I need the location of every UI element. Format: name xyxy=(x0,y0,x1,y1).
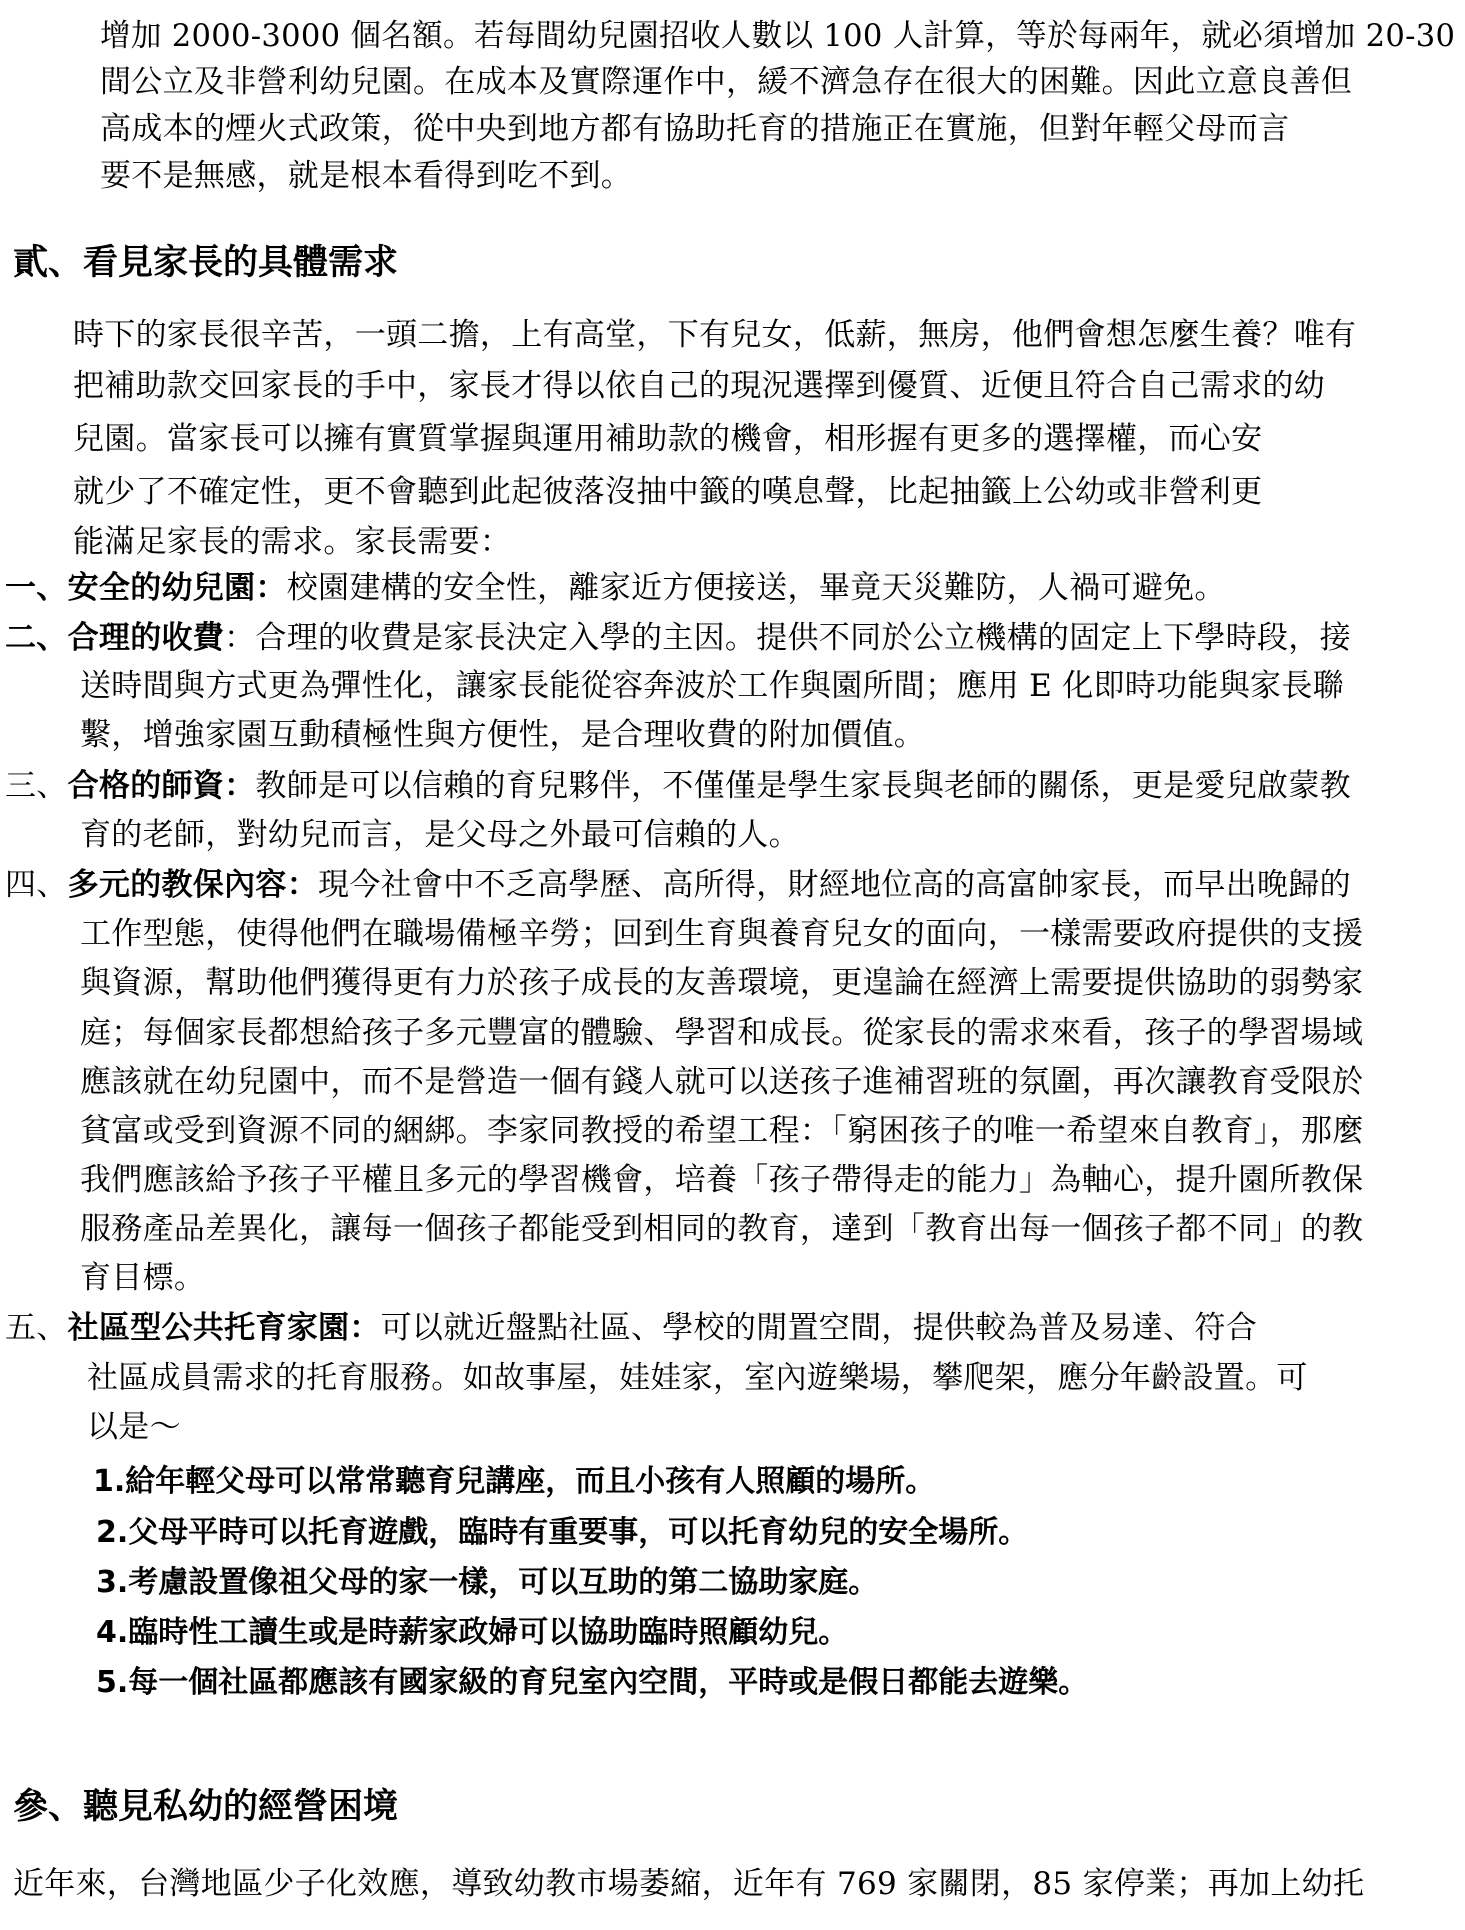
item-text-line: 送時間與方式更為彈性化，讓家長能從容奔波於工作與園所間；應用 E 化即時功能與家長聯 xyxy=(80,668,1344,704)
item-text: 可以就近盤點社區、學校的閒置空間，提供較為普及易達、符合 xyxy=(380,1310,1258,1346)
item-number: 五、 xyxy=(5,1310,68,1346)
section-heading: 參、聽見私幼的經營困境 xyxy=(13,1787,399,1827)
item-number: 一、 xyxy=(5,570,68,606)
item-text: 校園建構的安全性，離家近方便接送，畢竟天災難防，人禍可避免。 xyxy=(286,570,1226,606)
paragraph-line: 把補助款交回家長的手中，家長才得以依自己的現況選擇到優質、近便且符合自己需求的幼 xyxy=(73,368,1325,404)
paragraph-line: 就少了不確定性，更不會聽到此起彼落沒抽中籤的嘆息聲，比起抽籤上公幼或非營利更 xyxy=(73,474,1263,510)
item-text-line: 社區成員需求的托育服務。如故事屋，娃娃家，室內遊樂場，攀爬架，應分年齡設置。可 xyxy=(87,1360,1308,1396)
item-title: 多元的教保內容： xyxy=(67,867,319,903)
sub-list-item: 4.臨時性工讀生或是時薪家政婦可以協助臨時照顧幼兒。 xyxy=(96,1615,849,1650)
list-item xyxy=(5,863,1351,907)
item-text-line: 庭；每個家長都想給孩子多元豐富的體驗、學習和成長。從家長的需求來看，孩子的學習場域 xyxy=(80,1015,1364,1051)
item-number: 三、 xyxy=(5,768,68,804)
item-number: 二、 xyxy=(5,620,68,656)
list-item xyxy=(5,616,1351,660)
item-text: 現今社會中不乏高學歷、高所得，財經地位高的高富帥家長，而早出晚歸的 xyxy=(318,867,1351,903)
paragraph-line: 能滿足家長的需求。家長需要： xyxy=(73,524,512,560)
item-text: ：合理的收費是家長決定入學的主因。提供不同於公立機構的固定上下學時段，接 xyxy=(224,620,1351,656)
paragraph-line: 時下的家長很辛苦，一頭二擔，上有高堂，下有兒女，低薪，無房，他們會想怎麼生養？唯有 xyxy=(73,317,1357,353)
item-text-line: 貧富或受到資源不同的綑綁。李家同教授的希望工程：「窮困孩子的唯一希望來自教育」，那麼 xyxy=(80,1113,1364,1149)
sub-list-item: 1.給年輕父母可以常常聽育兒講座，而且小孩有人照顧的場所。 xyxy=(93,1464,936,1499)
paragraph-line: 兒園。當家長可以擁有實質掌握與運用補助款的機會，相形握有更多的選擇權，而心安 xyxy=(73,421,1263,457)
item-text-line: 服務產品差異化，讓每一個孩子都能受到相同的教育，達到「教育出每一個孩子都不同」的教 xyxy=(80,1211,1364,1247)
item-text-line: 應該就在幼兒園中，而不是營造一個有錢人就可以送孩子進補習班的氛圍，再次讓教育受限於 xyxy=(80,1064,1364,1100)
item-text-line: 育目標。 xyxy=(80,1260,206,1296)
item-text-line: 工作型態，使得他們在職場備極辛勞；回到生育與養育兒女的面向，一樣需要政府提供的支援 xyxy=(80,916,1364,952)
item-text-line: 育的老師，對幼兒而言，是父母之外最可信賴的人。 xyxy=(80,817,800,853)
section-heading: 貳、看見家長的具體需求 xyxy=(13,243,399,283)
list-item xyxy=(5,566,1226,610)
sub-list-item: 2.父母平時可以托育遊戲，臨時有重要事，可以托育幼兒的安全場所。 xyxy=(96,1515,1029,1550)
item-title: 合格的師資： xyxy=(67,768,256,804)
sub-list-item: 5.每一個社區都應該有國家級的育兒室內空間，平時或是假日都能去遊樂。 xyxy=(96,1665,1089,1700)
item-number: 四、 xyxy=(5,867,68,903)
item-text: 教師是可以信賴的育兒夥伴，不僅僅是學生家長與老師的關係，更是愛兒啟蒙教 xyxy=(255,768,1351,804)
item-title: 安全的幼兒園： xyxy=(67,570,287,606)
sub-list-item: 3.考慮設置像祖父母的家一樣，可以互助的第二協助家庭。 xyxy=(96,1565,879,1600)
intro-line: 高成本的煙火式政策，從中央到地方都有協助托育的措施正在實施，但對年輕父母而言 xyxy=(100,111,1290,147)
item-title: 合理的收費 xyxy=(67,620,225,656)
intro-line: 間公立及非營利幼兒園。在成本及實際運作中，緩不濟急存在很大的困難。因此立意良善但 xyxy=(100,64,1352,100)
item-title: 社區型公共托育家園： xyxy=(67,1310,381,1346)
item-text-line: 以是～ xyxy=(87,1409,181,1445)
list-item xyxy=(5,764,1351,808)
paragraph-line: 近年來，台灣地區少子化效應，導致幼教市場萎縮，近年有 769 家關閉，85 家停業；再加上幼托 xyxy=(13,1866,1365,1902)
item-text-line: 我們應該給予孩子平權且多元的學習機會，培養「孩子帶得走的能力」為軸心，提升園所教保 xyxy=(80,1162,1364,1198)
item-text-line: 繫，增強家園互動積極性與方便性，是合理收費的附加價值。 xyxy=(80,717,926,753)
intro-line: 要不是無感，就是根本看得到吃不到。 xyxy=(100,158,633,194)
item-text-line: 與資源，幫助他們獲得更有力於孩子成長的友善環境，更遑論在經濟上需要提供協助的弱勢家 xyxy=(80,965,1364,1001)
intro-line: 增加 2000-3000 個名額。若每間幼兒園招收人數以 100 人計算，等於每兩年，就必須增加 20-30 xyxy=(100,18,1456,54)
list-item xyxy=(5,1306,1257,1350)
